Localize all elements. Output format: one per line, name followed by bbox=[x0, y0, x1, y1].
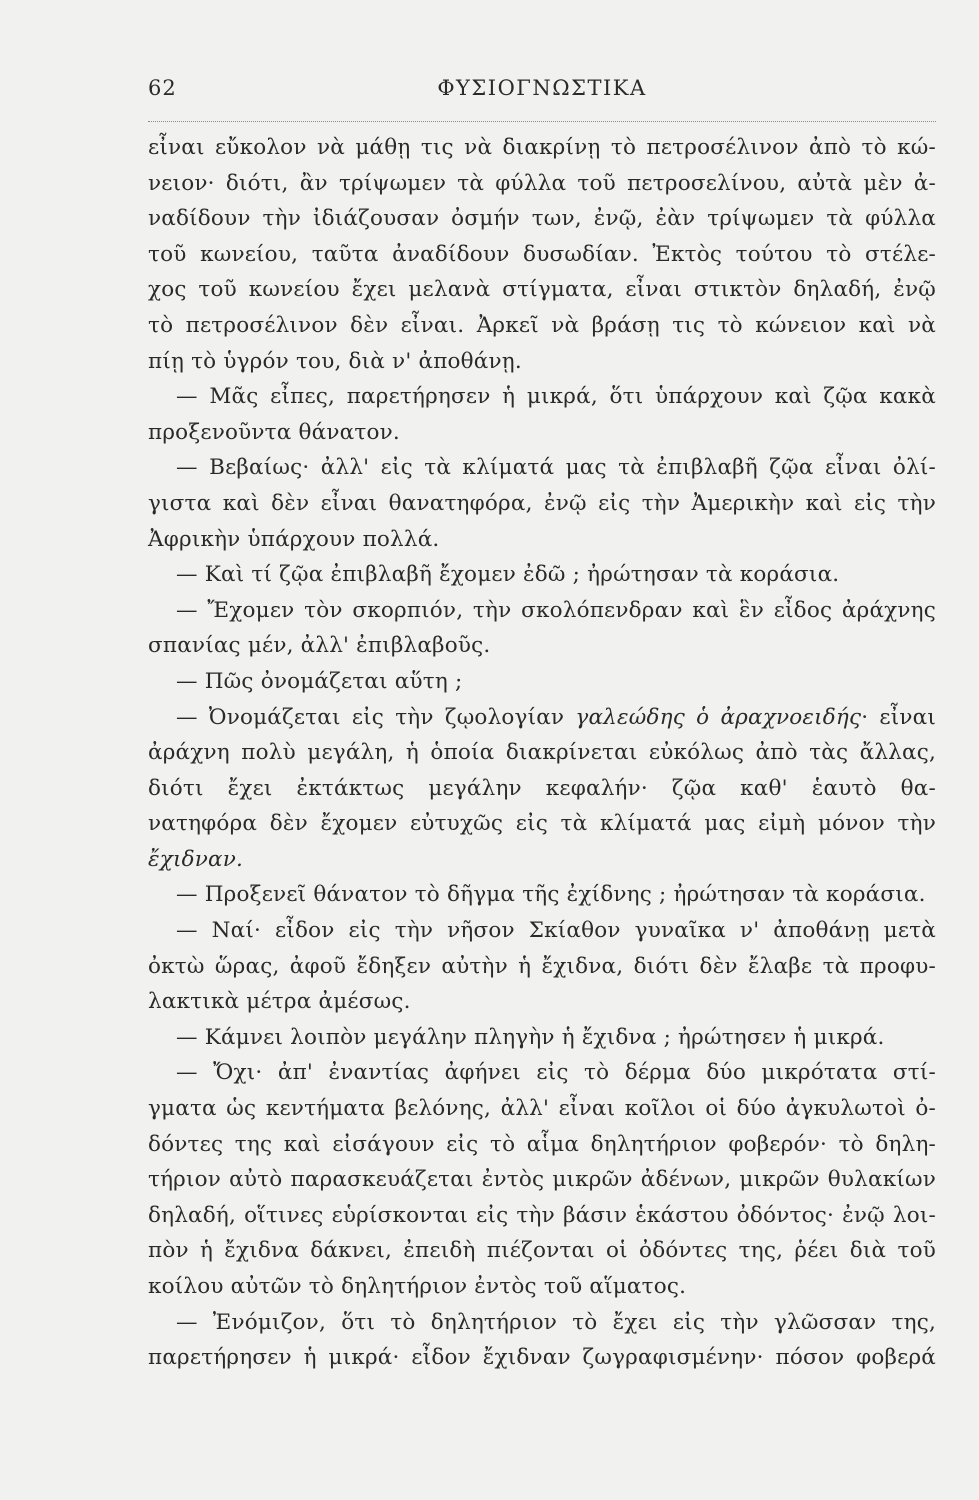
text-line bbox=[148, 379, 936, 415]
text-line bbox=[148, 700, 936, 736]
text-line bbox=[148, 450, 936, 486]
text-line bbox=[148, 1340, 936, 1376]
text-line bbox=[148, 842, 936, 878]
text-line bbox=[148, 486, 936, 522]
line-text: διότι ἔχει ἐκτάκτως μεγάλην κεφαλήν· ζῷα καθ' ἑαυτὸ θα- bbox=[148, 775, 936, 801]
line-text: πίῃ τὸ ὑγρόν του, διὰ ν' ἀποθάνῃ. bbox=[148, 348, 522, 374]
line-text: — Κάμνει λοιπὸν μεγάλην πληγὴν ἡ ἔχιδνα ; ἠρώτησεν ἡ μικρά. bbox=[176, 1024, 885, 1050]
text-line bbox=[148, 593, 936, 629]
text-line bbox=[148, 1127, 936, 1163]
line-text: — Καὶ τί ζῷα ἐπιβλαβῆ ἔχομεν ἐδῶ ; ἠρώτησαν τὰ κοράσια. bbox=[176, 562, 840, 588]
line-text: γιστα καὶ δὲν εἶναι θανατηφόρα, ἐνῷ εἰς τὴν Ἀμερικὴν καὶ εἰς τὴν bbox=[148, 490, 936, 516]
text-line bbox=[148, 1020, 936, 1056]
text-line bbox=[148, 771, 936, 807]
text-line bbox=[148, 735, 936, 771]
line-text: νειον· διότι, ἂν τρίψωμεν τὰ φύλλα τοῦ πετροσελίνου, αὐτὰ μὲν ἀ- bbox=[148, 170, 936, 196]
line-text: — Ἐνόμιζον, ὅτι τὸ δηλητήριον τὸ ἔχει εἰς τὴν γλῶσσαν της, bbox=[176, 1309, 936, 1335]
text-line bbox=[148, 237, 936, 273]
text-line bbox=[148, 913, 936, 949]
text-line bbox=[148, 628, 936, 664]
italic-term: γαλεώδης ὁ ἀραχνοειδής bbox=[575, 704, 862, 730]
text-line bbox=[148, 1305, 936, 1341]
line-text: ἀράχνη πολὺ μεγάλη, ἡ ὁποία διακρίνεται εὐκόλως ἀπὸ τὰς ἄλλας, bbox=[148, 740, 936, 766]
running-title: ΦΥΣΙΟΓΝΩΣΤΙΚΑ bbox=[437, 76, 647, 100]
line-text: παρετήρησεν ἡ μικρά· εἶδον ἔχιδναν ζωγραφισμένην· πόσον φοβερά bbox=[148, 1345, 936, 1371]
text-line bbox=[148, 664, 936, 700]
line-text: εἶναι εὔκολον νὰ μάθῃ τις νὰ διακρίνῃ τὸ πετροσέλινον ἀπὸ τὸ κώ- bbox=[148, 135, 936, 160]
text-line bbox=[148, 415, 936, 451]
line-text-after: · εἶναι bbox=[861, 704, 937, 730]
text-line bbox=[148, 1091, 936, 1127]
line-text: κοίλου αὐτῶν τὸ δηλητήριον ἐντὸς τοῦ αἵματος. bbox=[148, 1274, 687, 1299]
text-line bbox=[148, 1162, 936, 1198]
text-line bbox=[148, 1233, 936, 1269]
line-text: σπανίας μέν, ἀλλ' ἐπιβλαβοῦς. bbox=[148, 633, 491, 659]
line-text: — Προξενεῖ θάνατον τὸ δῆγμα τῆς ἐχίδνης ; ἠρώτησαν τὰ κοράσια. bbox=[176, 882, 926, 908]
page-header bbox=[148, 76, 936, 108]
line-text: νατηφόρα δὲν ἔχομεν εὐτυχῶς εἰς τὰ κλίματά μας εἰμὴ μόνον τὴν bbox=[148, 811, 936, 837]
text-line bbox=[148, 1055, 936, 1091]
text-line bbox=[148, 1198, 936, 1234]
text-line bbox=[148, 166, 936, 202]
page-number: 62 bbox=[148, 76, 177, 100]
text-line bbox=[148, 201, 936, 237]
text-line bbox=[148, 344, 936, 380]
line-text: τοῦ κωνείου, ταῦτα ἀναδίδουν δυσωδίαν. Ἐκτὸς τούτου τὸ στέλε- bbox=[148, 241, 936, 267]
line-text: — Βεβαίως· ἀλλ' εἰς τὰ κλίματά μας τὰ ἐπιβλαβῆ ζῷα εἶναι ὀλί- bbox=[176, 455, 936, 481]
line-text: — Ὄχι· ἀπ' ἐναντίας ἀφήνει εἰς τὸ δέρμα δύο μικρότατα στί- bbox=[176, 1060, 936, 1086]
text-line bbox=[148, 557, 936, 593]
text-line bbox=[148, 877, 936, 913]
text-line bbox=[148, 522, 936, 558]
line-text: γματα ὡς κεντήματα βελόνης, ἀλλ' εἶναι κοῖλοι οἱ δύο ἀγκυλωτοὶ ὀ- bbox=[148, 1096, 936, 1122]
italic-term: ἔχιδναν. bbox=[148, 846, 244, 872]
line-text: δόντες της καὶ εἰσάγουν εἰς τὸ αἷμα δηλητήριον φοβερόν· τὸ δηλη- bbox=[148, 1131, 936, 1157]
line-text: ὀκτὼ ὥρας, ἀφοῦ ἔδηξεν αὐτὴν ἡ ἔχιδνα, διότι δὲν ἔλαβε τὰ προφυ- bbox=[148, 953, 936, 979]
text-line bbox=[148, 984, 936, 1020]
line-text: — Πῶς ὀνομάζεται αὕτη ; bbox=[176, 668, 463, 694]
text-line bbox=[148, 949, 936, 985]
line-text: πὸν ἡ ἔχιδνα δάκνει, ἐπειδὴ πιέζονται οἱ ὀδόντες της, ῥέει διὰ τοῦ bbox=[148, 1238, 936, 1264]
header-rule bbox=[148, 121, 936, 122]
line-text: λακτικὰ μέτρα ἀμέσως. bbox=[148, 989, 411, 1015]
text-line bbox=[148, 272, 936, 308]
text-line bbox=[148, 806, 936, 842]
line-text: τὸ πετροσέλινον δὲν εἶναι. Ἀρκεῖ νὰ βράσῃ τις τὸ κώνειον καὶ νὰ bbox=[148, 312, 936, 338]
line-text: — Ὀνομάζεται εἰς τὴν ζῳολογίαν bbox=[176, 704, 565, 730]
line-text: — Ναί· εἶδον εἰς τὴν νῆσον Σκίαθον γυναῖκα ν' ἀποθάνῃ μετὰ bbox=[176, 918, 936, 944]
body-text bbox=[148, 130, 936, 1376]
line-text: — Ἔχομεν τὸν σκορπιόν, τὴν σκολόπενδραν καὶ ἓν εἶδος ἀράχνης bbox=[176, 597, 936, 623]
line-text: Ἀφρικὴν ὑπάρχουν πολλά. bbox=[148, 526, 440, 552]
line-text: — Μᾶς εἶπες, παρετήρησεν ἡ μικρά, ὅτι ὑπάρχουν καὶ ζῷα κακὰ bbox=[176, 384, 936, 410]
line-text: τήριον αὐτὸ παρασκευάζεται ἐντὸς μικρῶν ἀδένων, μικρῶν θυλακίων bbox=[148, 1167, 936, 1193]
text-line bbox=[148, 308, 936, 344]
line-text: ναδίδουν τὴν ἰδιάζουσαν ὀσμήν των, ἐνῷ, ἐὰν τρίψωμεν τὰ φύλλα bbox=[148, 206, 936, 232]
line-text: χος τοῦ κωνείου ἔχει μελανὰ στίγματα, εἶναι στικτὸν δηλαδή, ἐνῷ bbox=[148, 277, 936, 303]
text-line bbox=[148, 1269, 936, 1305]
text-line bbox=[148, 130, 936, 166]
line-text: προξενοῦντα θάνατον. bbox=[148, 419, 400, 445]
line-text: δηλαδή, οἵτινες εὑρίσκονται εἰς τὴν βάσιν ἑκάστου ὀδόντος· ἐνῷ λοι- bbox=[148, 1202, 936, 1228]
